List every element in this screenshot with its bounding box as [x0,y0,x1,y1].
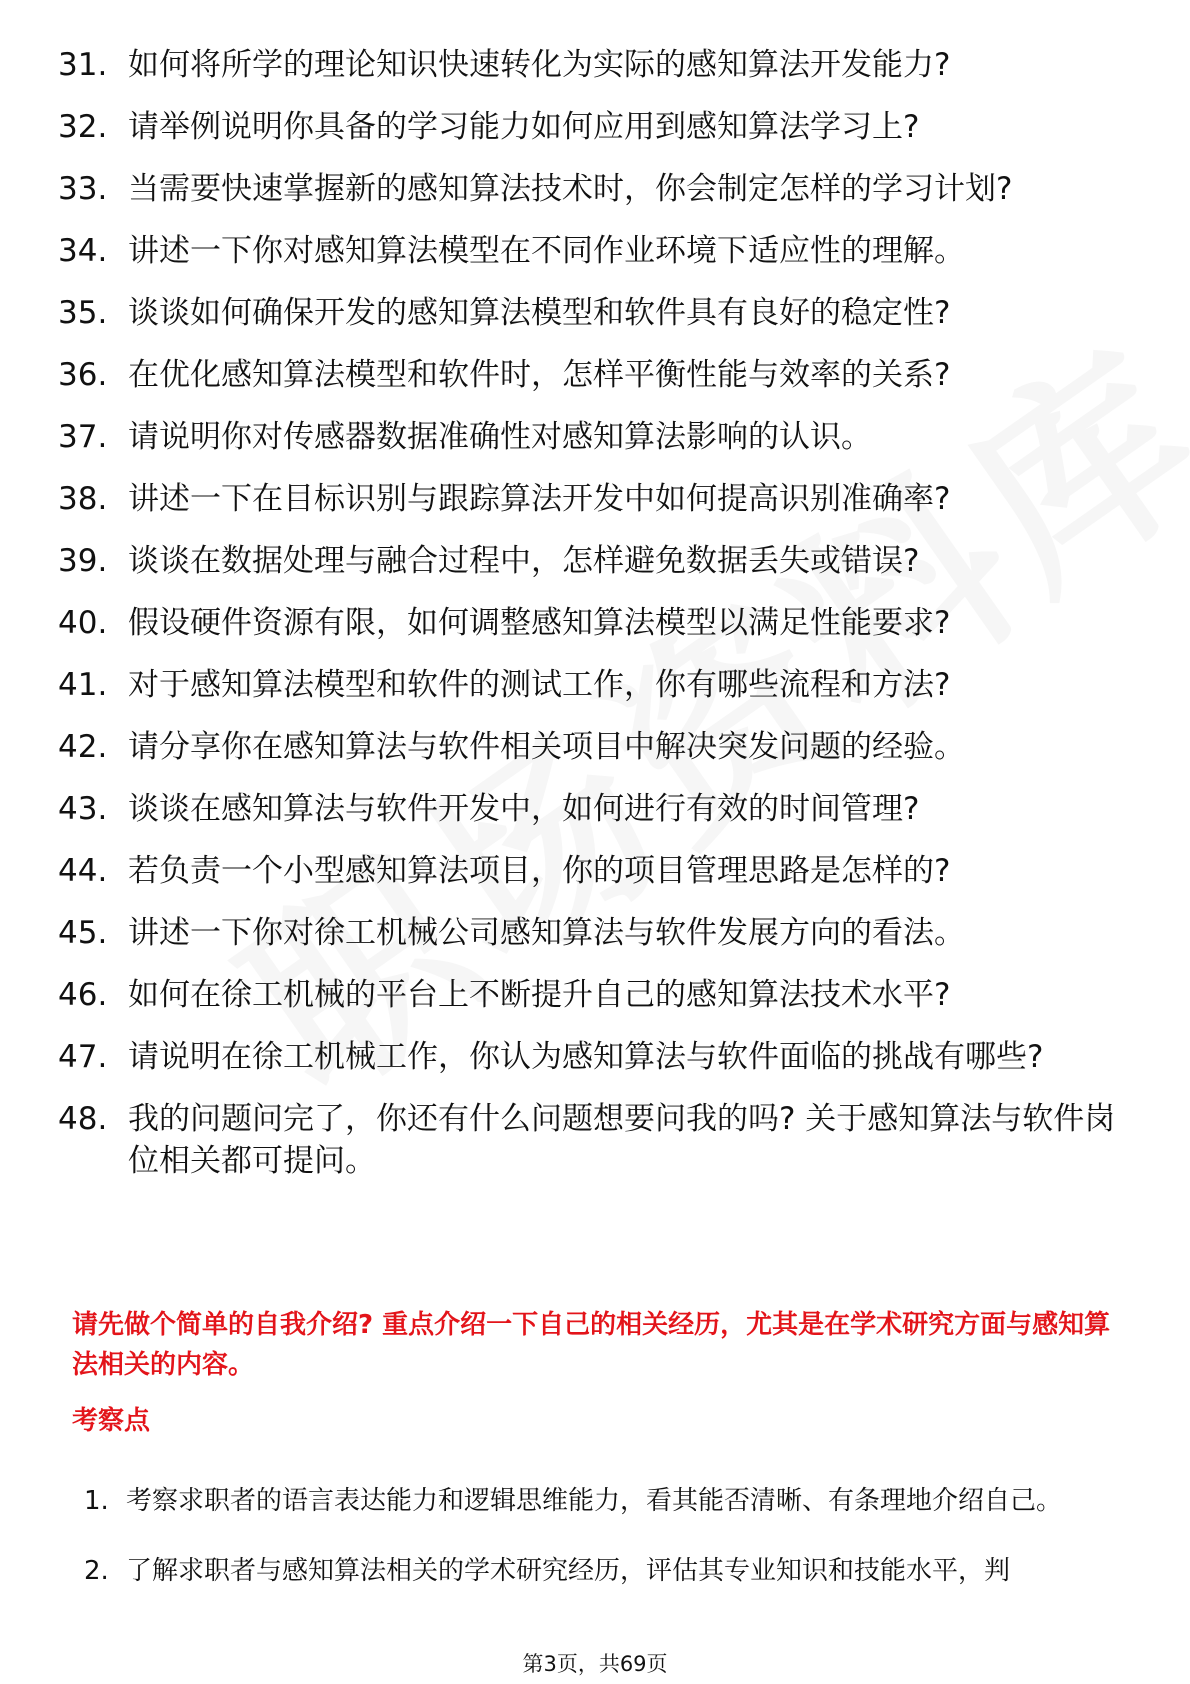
point-number: 2. [84,1556,109,1586]
page-footer: 第3页，共69页 [522,1652,668,1676]
question-number: 45. [58,915,108,951]
question-text: 请说明在徐工机械工作，你认为感知算法与软件面临的挑战有哪些? [128,1039,1044,1075]
question-item [58,726,1118,768]
question-number: 47. [58,1039,108,1075]
question-text: 当需要快速掌握新的感知算法技术时，你会制定怎样的学习计划? [128,171,1013,207]
question-item [58,602,1118,644]
question-text: 我的问题问完了，你还有什么问题想要问我的吗? 关于感知算法与软件岗位相关都可提问。 [128,1101,1116,1179]
question-item [58,478,1118,520]
question-item [58,1036,1118,1078]
point-item [84,1470,1134,1532]
section-title: 考察点 [72,1406,151,1436]
question-number: 36. [58,357,108,393]
question-item [58,1098,1118,1182]
question-item [58,106,1118,148]
question-number: 35. [58,295,108,331]
question-item [58,44,1118,86]
question-number: 37. [58,419,108,455]
question-item [58,664,1118,706]
highlight-question: 请先做个简单的自我介绍? 重点介绍一下自己的相关经历，尤其是在学术研究方面与感知算法相关的内容。 [72,1310,1111,1380]
point-number: 1. [84,1486,109,1516]
question-item [58,788,1118,830]
question-list [58,44,1118,1202]
question-item [58,540,1118,582]
question-text: 请举例说明你具备的学习能力如何应用到感知算法学习上? [128,109,920,145]
point-text: 了解求职者与感知算法相关的学术研究经历，评估其专业知识和技能水平，判 [126,1556,1011,1586]
question-item [58,974,1118,1016]
question-number: 40. [58,605,108,641]
point-text: 考察求职者的语言表达能力和逻辑思维能力，看其能否清晰、有条理地介绍自己。 [126,1486,1063,1516]
question-item [58,850,1118,892]
question-text: 对于感知算法模型和软件的测试工作，你有哪些流程和方法? [128,667,951,703]
question-text: 假设硬件资源有限，如何调整感知算法模型以满足性能要求? [128,605,951,641]
question-number: 32. [58,109,108,145]
question-number: 41. [58,667,108,703]
question-item [58,230,1118,272]
question-number: 42. [58,729,108,765]
question-text: 在优化感知算法模型和软件时，怎样平衡性能与效率的关系? [128,357,951,393]
question-text: 请说明你对传感器数据准确性对感知算法影响的认识。 [128,419,872,455]
question-text: 如何将所学的理论知识快速转化为实际的感知算法开发能力? [128,47,951,83]
question-text: 如何在徐工机械的平台上不断提升自己的感知算法技术水平? [128,977,951,1013]
question-number: 39. [58,543,108,579]
question-number: 34. [58,233,108,269]
question-text: 若负责一个小型感知算法项目，你的项目管理思路是怎样的? [128,853,951,889]
point-item [84,1540,1134,1602]
question-number: 43. [58,791,108,827]
question-number: 33. [58,171,108,207]
points-list [84,1470,1134,1610]
question-item [58,168,1118,210]
question-number: 38. [58,481,108,517]
question-number: 48. [58,1101,108,1137]
question-item [58,416,1118,458]
question-text: 讲述一下你对感知算法模型在不同作业环境下适应性的理解。 [128,233,965,269]
question-number: 31. [58,47,108,83]
question-text: 谈谈在数据处理与融合过程中，怎样避免数据丢失或错误? [128,543,920,579]
question-text: 讲述一下在目标识别与跟踪算法开发中如何提高识别准确率? [128,481,951,517]
question-text: 讲述一下你对徐工机械公司感知算法与软件发展方向的看法。 [128,915,965,951]
question-item [58,912,1118,954]
question-text: 谈谈如何确保开发的感知算法模型和软件具有良好的稳定性? [128,295,951,331]
question-text: 请分享你在感知算法与软件相关项目中解决突发问题的经验。 [128,729,965,765]
question-item [58,354,1118,396]
question-text: 谈谈在感知算法与软件开发中，如何进行有效的时间管理? [128,791,920,827]
question-number: 46. [58,977,108,1013]
question-number: 44. [58,853,108,889]
question-item [58,292,1118,334]
